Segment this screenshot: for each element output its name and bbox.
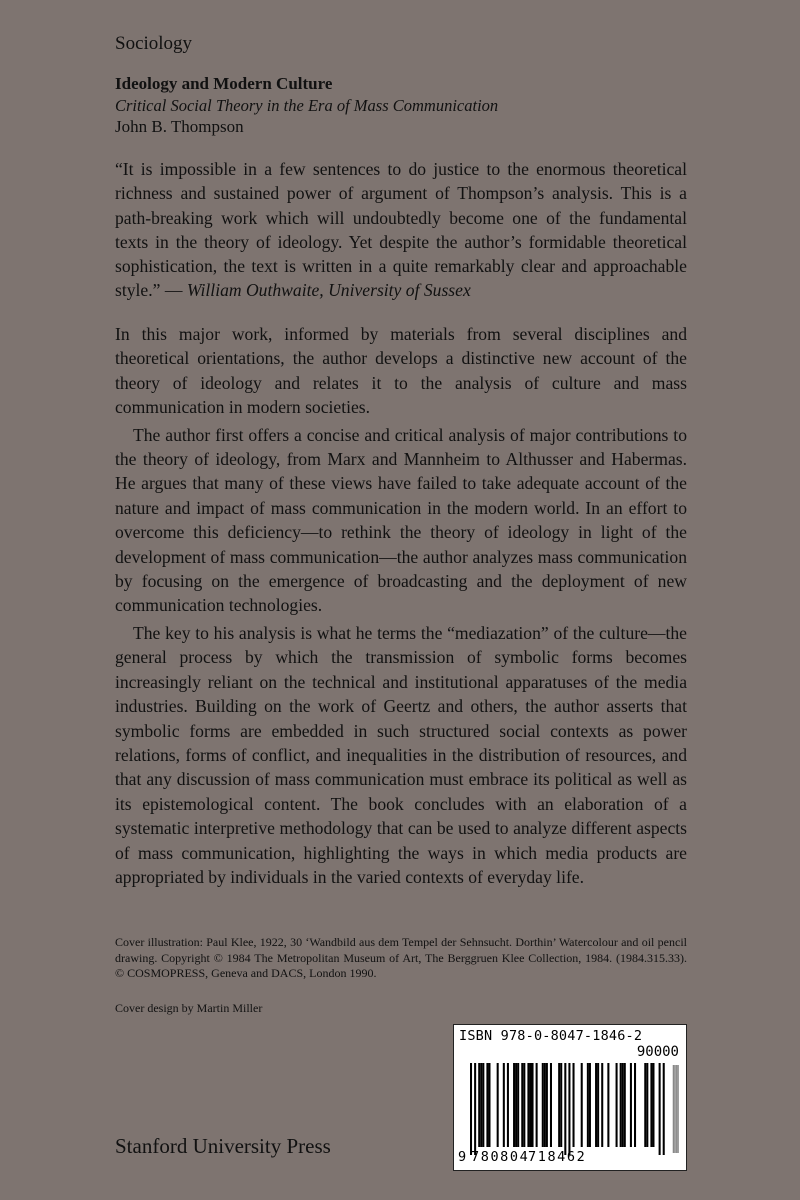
barcode-bar xyxy=(480,1063,482,1147)
publisher-name: Stanford University Press xyxy=(115,1134,331,1158)
barcode-bar xyxy=(595,1063,597,1147)
barcode-bar xyxy=(622,1063,624,1147)
barcode-bar xyxy=(497,1063,499,1147)
barcode-bar xyxy=(597,1063,599,1147)
barcode-bar xyxy=(558,1063,560,1147)
barcode-bar xyxy=(486,1063,488,1147)
barcode-bar xyxy=(482,1063,484,1147)
barcode-bar xyxy=(560,1063,562,1147)
barcode-bar xyxy=(470,1063,472,1155)
cover-design-credit: Cover design by Martin Miller xyxy=(115,1001,263,1015)
category-label: Sociology xyxy=(115,33,193,54)
barcode-bar xyxy=(634,1063,636,1147)
barcode-bar xyxy=(581,1063,583,1147)
barcode-bar xyxy=(659,1063,661,1155)
description-paragraph: The key to his analysis is what he terms the “mediazation” of the culture—the general process by which the transmission of symbolic forms becomes increasingly reliant on the technical and institutional apparatuses of the media industries. Building on the work of Geertz and others, the author asserts that symbolic forms are embedded in such structured social contexts as power relations, forms of conflict, and inequalities in the distribution of resources, and that any discussion of mass communication must embrace its political as well as its epistemological content. The book concludes with an elaboration of a systematic interpretive methodology that can be used to analyze different aspects of mass communication, highlighting the ways in which media products are appropriated by individuals in the varied contexts of everyday life. xyxy=(115,622,687,887)
quote-text: “It is impossible in a few sentences to do justice to the enormous theoretical richness and sustained power of argument of Thompson’s analysis. This is a path-breaking work which will undoubtedly become one of the fundamental texts in the theory of ideology. Yet despite the author’s formidable theoretical sophistication, the text is written in a quite remarkably clear and approachable style.” — xyxy=(115,159,687,301)
barcode-bar xyxy=(503,1063,505,1147)
barcode-bar xyxy=(620,1063,622,1147)
barcode-bar xyxy=(644,1063,646,1147)
barcode-bar xyxy=(513,1063,515,1147)
barcode-bar xyxy=(517,1063,519,1147)
barcode-bar xyxy=(652,1063,654,1147)
barcode-bar xyxy=(536,1063,538,1147)
barcode-bar xyxy=(573,1063,575,1147)
barcode-bar xyxy=(523,1063,525,1147)
barcode-bar xyxy=(624,1063,626,1147)
barcode-bar xyxy=(589,1063,591,1147)
barcode-bar xyxy=(488,1063,490,1147)
barcode-bar xyxy=(616,1063,618,1147)
isbn-barcode xyxy=(453,1024,687,1171)
barcode-bar xyxy=(515,1063,517,1147)
barcode-right-group: 718462 xyxy=(528,1149,587,1165)
description-paragraph: In this major work, informed by materials from several disciplines and theoretical orientations, the author develops a distinctive new account of the theory of ideology and relates it to the analysis of culture and mass communication in modern societies. xyxy=(115,324,687,418)
cover-illustration-credit: Cover illustration: Paul Klee, 1922, 30 ‘Wandbild aus dem Tempel der Sehnsucht. Dorthin’ Watercolour and oil pencil drawing. Copyright © 1984 The Metropolitan Museum of Art, The Berggruen Klee Collection, 1984. (1984.315.33). © COSMOPRESS, Geneva and DACS, London 1990. xyxy=(115,935,687,980)
book-subtitle: Critical Social Theory in the Era of Mass Communication xyxy=(115,96,499,115)
barcode-bar xyxy=(546,1063,548,1147)
barcode-bar xyxy=(544,1063,546,1147)
barcode-bar xyxy=(587,1063,589,1147)
barcode-bar xyxy=(564,1063,566,1155)
barcode-bar xyxy=(550,1063,552,1147)
barcode-bar xyxy=(607,1063,609,1147)
barcode-bar xyxy=(601,1063,603,1147)
barcode-bar xyxy=(568,1063,570,1155)
barcode-bar xyxy=(532,1063,534,1147)
barcode-left-group: 780804 xyxy=(471,1149,530,1165)
price-code: 90000 xyxy=(636,1044,679,1060)
barcode-bar xyxy=(646,1063,648,1147)
barcode-bar xyxy=(507,1063,509,1147)
barcode-bar xyxy=(474,1063,476,1155)
barcode-bar xyxy=(529,1063,531,1147)
barcode-bar xyxy=(663,1063,665,1155)
barcode-bar xyxy=(630,1063,632,1147)
book-title: Ideology and Modern Culture xyxy=(115,74,333,93)
book-description xyxy=(115,322,687,889)
barcode-bar xyxy=(527,1063,529,1147)
barcode-lead-digit: 9 xyxy=(458,1149,467,1165)
barcode-bar xyxy=(478,1063,480,1147)
quote-attribution: William Outhwaite, University of Sussex xyxy=(186,280,471,301)
description-paragraph: The author first offers a concise and critical analysis of major contributions to the theory of ideology, from Marx and Mannheim to Althusser and Habermas. He argues that many of these views have failed to take adequate account of the nature and impact of mass communication in the modern world. In an effort to overcome this deficiency—to rethink the theory of ideology in light of the development of mass communication—the author analyzes mass communication by focusing on the emergence of broadcasting and the deployment of new communication technologies. xyxy=(115,424,687,616)
barcode-bar xyxy=(542,1063,544,1147)
barcode-bar xyxy=(650,1063,652,1147)
barcode-bar xyxy=(521,1063,523,1147)
review-quote xyxy=(115,157,687,303)
book-author: John B. Thompson xyxy=(115,117,244,136)
isbn-label: ISBN 978-0-8047-1846-2 xyxy=(459,1028,643,1044)
